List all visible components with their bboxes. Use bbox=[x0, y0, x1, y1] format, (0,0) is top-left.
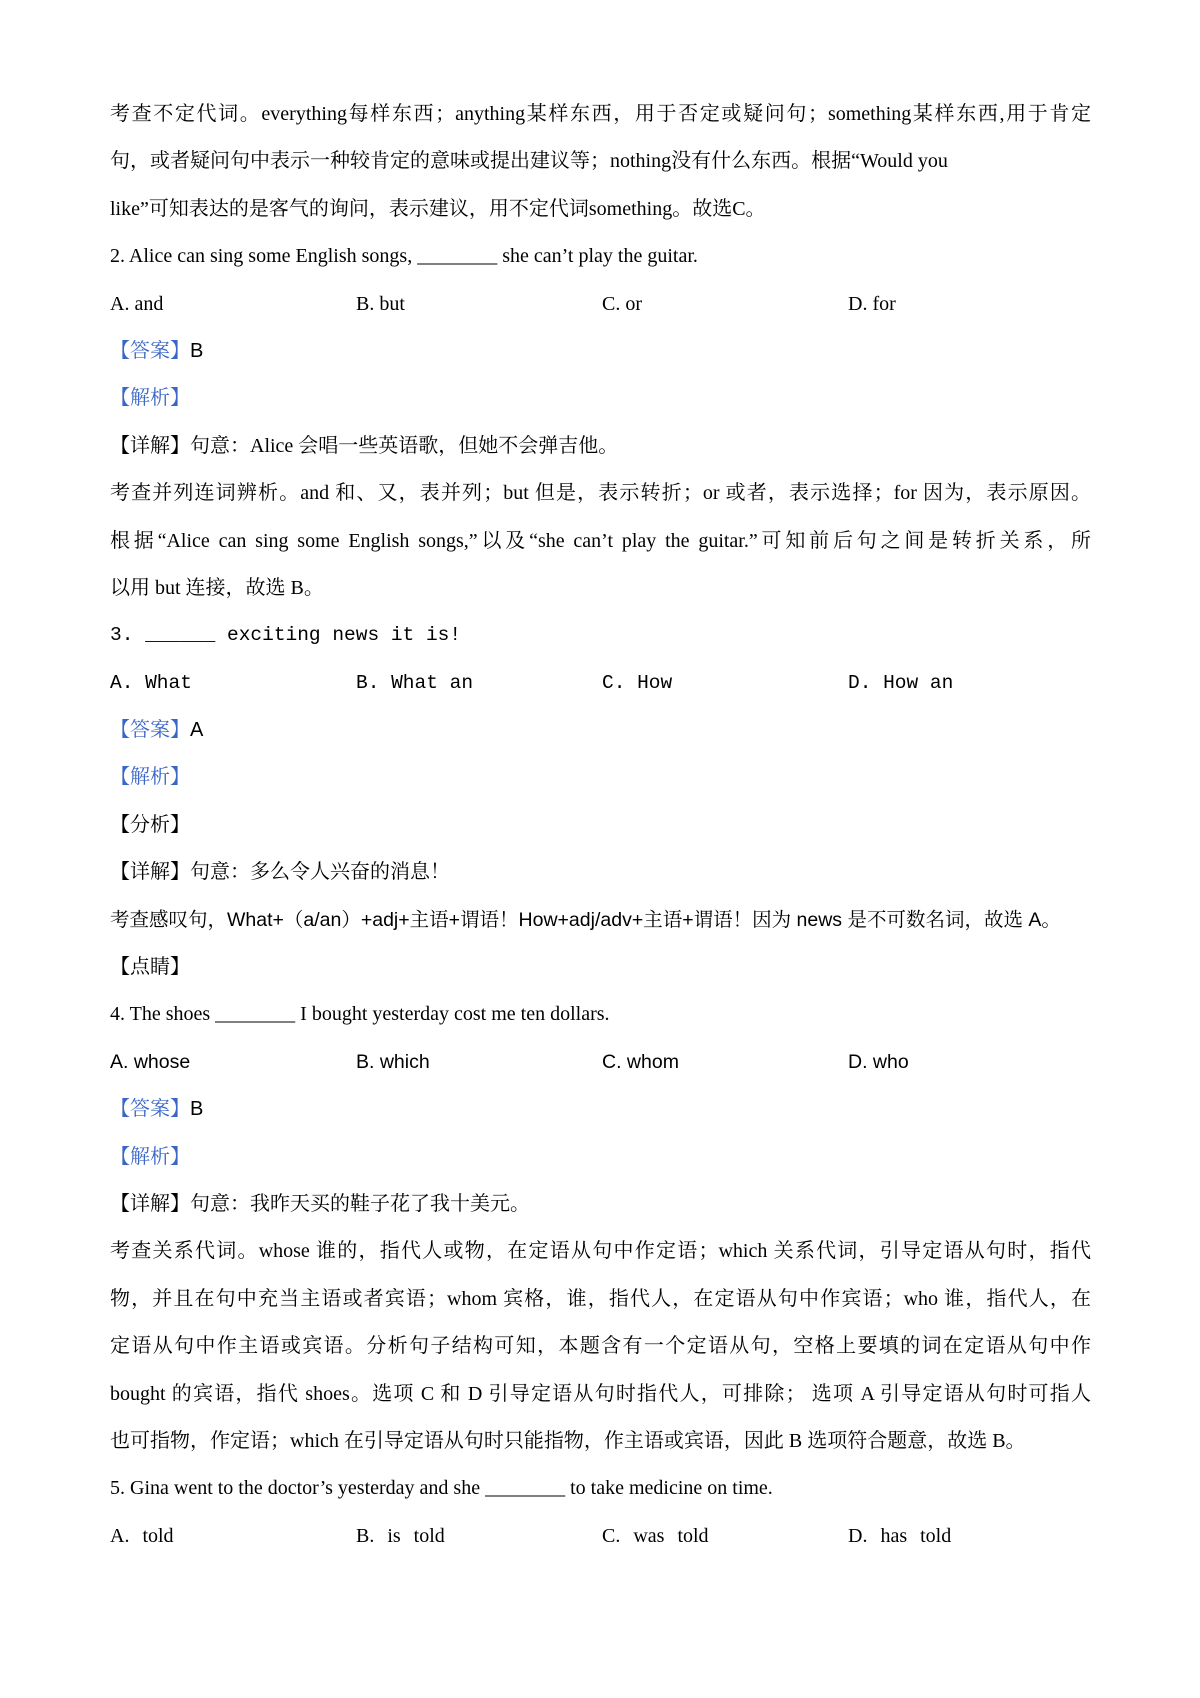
detail-label: 【详解】 bbox=[110, 1192, 190, 1215]
explanation-line: 考查并列连词辨析。and 和、又，表并列；but 但是，表示转折；or 或者，表示选择；for 因为，表示原因。 bbox=[110, 482, 1091, 505]
option-b: B. but bbox=[356, 292, 405, 315]
option-c: C. was told bbox=[602, 1524, 709, 1547]
question-3-answer bbox=[110, 707, 1091, 754]
question-3-detail bbox=[110, 849, 1091, 896]
option-a: A. What bbox=[110, 671, 192, 694]
question-3-options bbox=[110, 660, 1091, 707]
q1-explanation-line: 考查不定代词。everything每样东西；anything某样东西，用于否定或疑问句；something某样东西,用于肯定 bbox=[110, 103, 1091, 125]
option-d: D. has told bbox=[848, 1524, 952, 1547]
option-c: C. How bbox=[602, 671, 673, 694]
question-4-stem: 4. The shoes ________ I bought yesterday cost me ten dollars. bbox=[110, 1003, 610, 1026]
answer-value: A bbox=[190, 719, 204, 742]
question-4-detail bbox=[110, 1181, 1091, 1228]
q1-explanation-line: like”可知表达的是客气的询问，表示建议，用不定代词something。故选C。 bbox=[110, 197, 766, 220]
answer-value: B bbox=[190, 339, 204, 362]
option-c: C. whom bbox=[602, 1050, 679, 1073]
option-d: D. who bbox=[848, 1050, 909, 1073]
option-c: C. or bbox=[602, 292, 642, 315]
analysis-sub-label: 【分析】 bbox=[110, 813, 190, 836]
tip-label: 【点睛】 bbox=[110, 956, 190, 979]
document-content bbox=[110, 91, 1091, 1560]
explanation-line: 根据“Alice can sing some English songs,”以及“she can’t play the guitar.”可知前后句之间是转折关系，所 bbox=[110, 529, 1091, 552]
question-2-stem: 2. Alice can sing some English songs, ________ she can’t play the guitar. bbox=[110, 245, 698, 268]
question-2-answer bbox=[110, 328, 1091, 375]
question-3-stem: 3. ______ exciting news it is! bbox=[110, 624, 462, 647]
option-b: B. What an bbox=[356, 671, 474, 694]
option-b: B. which bbox=[356, 1050, 430, 1073]
q1-explanation-line: 句，或者疑问句中表示一种较肯定的意味或提出建议等；nothing没有什么东西。根据“Would you bbox=[110, 150, 948, 173]
option-a: A. told bbox=[110, 1524, 174, 1547]
analysis-label: 【解析】 bbox=[110, 1145, 190, 1168]
explanation-line: 定语从句中作主语或宾语。分析句子结构可知，本题含有一个定语从句，空格上要填的词在定语从句中作 bbox=[110, 1335, 1091, 1358]
question-4-options bbox=[110, 1039, 1091, 1086]
explanation-line: bought 的宾语，指代 shoes。选项 C 和 D 引导定语从句时指代人，可排除； 选项 A 引导定语从句时可指人 bbox=[110, 1382, 1091, 1405]
detail-label: 【详解】 bbox=[110, 434, 190, 457]
option-a: A. whose bbox=[110, 1050, 191, 1073]
answer-label: 【答案】 bbox=[110, 719, 190, 742]
question-5-options bbox=[110, 1513, 1091, 1560]
option-d: D. for bbox=[848, 292, 896, 315]
explanation-line: 也可指物，作定语；which 在引导定语从句时只能指物，作主语或宾语，因此 B 选项符合题意，故选 B。 bbox=[110, 1429, 1026, 1452]
question-2-options bbox=[110, 281, 1091, 328]
option-b: B. is told bbox=[356, 1524, 445, 1547]
detail-text: 句意：Alice 会唱一些英语歌，但她不会弹吉他。 bbox=[190, 434, 619, 457]
option-a: A. and bbox=[110, 292, 164, 315]
option-d: D. How an bbox=[848, 671, 954, 694]
question-5-stem: 5. Gina went to the doctor’s yesterday and she ________ to take medicine on time. bbox=[110, 1477, 773, 1500]
question-4-answer bbox=[110, 1086, 1091, 1133]
analysis-label: 【解析】 bbox=[110, 387, 190, 410]
detail-text: 句意：多么令人兴奋的消息！ bbox=[190, 861, 450, 884]
explanation-line: 以用 but 连接，故选 B。 bbox=[110, 576, 324, 599]
answer-label: 【答案】 bbox=[110, 1098, 190, 1121]
explanation-line: 考查感叹句，What+（a/an）+adj+主语+谓语！How+adj/adv+主语+谓语！因为 news 是不可数名词，故选 A。 bbox=[110, 908, 1061, 931]
analysis-label: 【解析】 bbox=[110, 766, 190, 789]
question-2-detail bbox=[110, 423, 1091, 470]
answer-value: B bbox=[190, 1098, 204, 1121]
detail-label: 【详解】 bbox=[110, 861, 190, 884]
answer-label: 【答案】 bbox=[110, 339, 190, 362]
detail-text: 句意：我昨天买的鞋子花了我十美元。 bbox=[190, 1192, 530, 1215]
explanation-line: 物，并且在句中充当主语或者宾语；whom 宾格，谁，指代人，在定语从句中作宾语；who 谁，指代人，在 bbox=[110, 1287, 1091, 1310]
explanation-line: 考查关系代词。whose 谁的，指代人或物，在定语从句中作定语；which 关系代词，引导定语从句时，指代 bbox=[110, 1240, 1091, 1263]
